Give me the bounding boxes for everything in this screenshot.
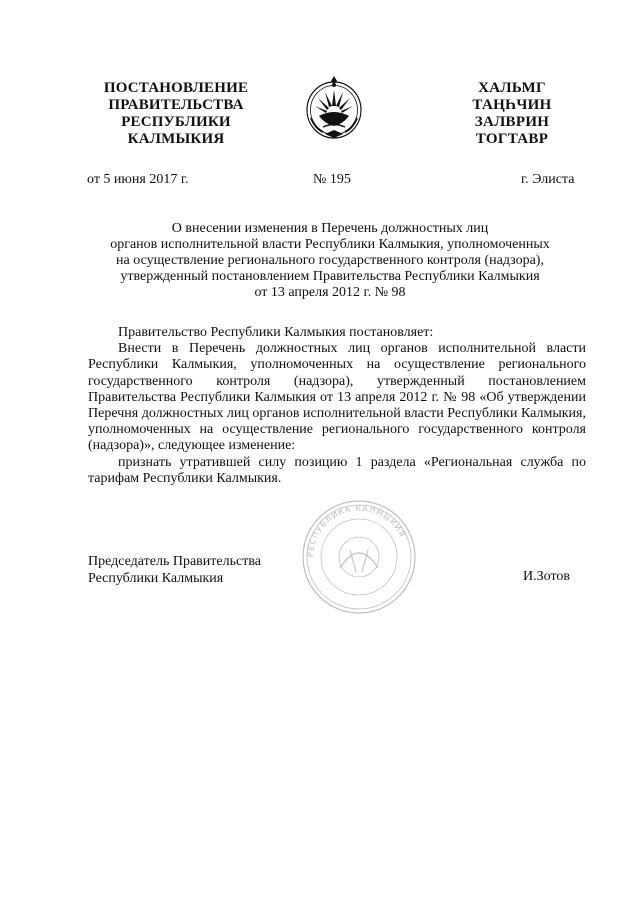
official-seal-icon	[300, 498, 418, 616]
kalmykia-coat-of-arms-icon	[303, 72, 365, 142]
header-right-block	[452, 80, 572, 148]
decree-number: № 195	[313, 172, 351, 187]
title-line: органов исполнительной власти Республики Калмыкия, уполномоченных	[110, 237, 550, 252]
decree-title	[80, 221, 580, 301]
title-line: от 13 апреля 2012 г. № 98	[254, 285, 406, 300]
signatory-position-line: Председатель Правительства	[88, 554, 261, 569]
header-left-line: ПОСТАНОВЛЕНИЕ	[103, 80, 249, 96]
decree-date: от 5 июня 2017 г.	[87, 172, 189, 187]
body-lead: Правительство Республики Калмыкия постановляет:	[118, 325, 434, 340]
header-left-line: КАЛМЫКИЯ	[127, 131, 225, 147]
title-line: на осуществление регионального государственного контроля (надзора),	[116, 253, 544, 268]
decree-city: г. Элиста	[521, 172, 575, 187]
title-line: О внесении изменения в Перечень должностных лиц	[171, 221, 489, 236]
signatory-position	[88, 553, 261, 587]
title-line: утвержденный постановлением Правительства Республики Калмыкия	[120, 269, 540, 284]
header-right-line: ЗАЛВРИН	[474, 114, 550, 130]
header-left-line: ПРАВИТЕЛЬСТВА	[108, 97, 244, 113]
header-right-line: ТОГТАВР	[475, 131, 549, 147]
seal-text: РЕСПУБЛИКА КАЛМЫКИЯ	[305, 503, 408, 558]
body-paragraph: Внести в Перечень должностных лиц органов исполнительной власти Республики Калмыкия, уполномоченных на осуществление регионального государственного контроля (надзора), утвержденный постановлением Правительства Республики Калмыкия от 13 апреля 2012 г. № 98 «Об утверждении Перечня должностных лиц органов исполнительной власти Республики Калмыкия, уполномоченных на осуществление регионального государственного контроля (надзора)», следующее изменение:	[88, 341, 586, 454]
header-left-line: РЕСПУБЛИКИ	[121, 114, 231, 130]
body-paragraph: признать утратившей силу позицию 1 раздела «Региональная служба по тарифам Республики Калмыкия.	[88, 454, 586, 486]
header-right-line: ХАЛЬМГ	[478, 80, 546, 96]
decree-body	[88, 325, 586, 487]
header-left-block	[86, 80, 266, 148]
signatory-position-line: Республики Калмыкия	[88, 571, 224, 586]
signatory-name: И.Зотов	[523, 569, 570, 584]
header-right-line: ТАҢҺЧИН	[472, 97, 552, 113]
